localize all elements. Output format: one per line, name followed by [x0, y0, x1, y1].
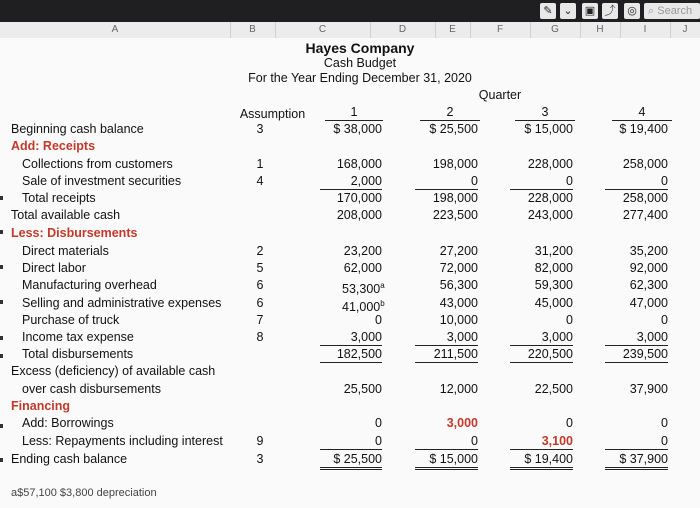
ending-cash-q3: $ 19,400: [510, 452, 573, 470]
direct-materials-q3: 31,200: [534, 244, 573, 258]
direct-labor-assumption: 5: [256, 261, 264, 275]
total-receipts-q1: 170,000: [336, 191, 382, 205]
financing-heading: Financing: [11, 399, 71, 413]
repayments-label: Less: Repayments including interest: [22, 434, 223, 448]
row-marker: [0, 265, 3, 269]
total-available-q4: 277,400: [622, 208, 668, 222]
excess-q1: 25,500: [343, 382, 382, 396]
share-icon[interactable]: ⤴: [602, 3, 618, 19]
direct-labor-label: Direct labor: [22, 261, 86, 275]
direct-materials-q4: 35,200: [629, 244, 668, 258]
column-header-row: [0, 22, 700, 39]
direct-labor-q2: 72,000: [439, 261, 478, 275]
total-receipts-label: Total receipts: [22, 191, 96, 205]
column-header-a[interactable]: A: [0, 22, 231, 38]
direct-labor-q4: 92,000: [629, 261, 668, 275]
collections-label: Collections from customers: [22, 157, 173, 171]
mfg-overhead-q3: 59,300: [534, 278, 573, 292]
borrowings-q3: 0: [566, 416, 573, 430]
mfg-overhead-q1-footnote-mark: a: [380, 281, 385, 290]
assumption-header: Assumption: [239, 107, 306, 121]
borrowings-q1: 0: [375, 416, 382, 430]
beginning-cash-q1: $ 38,000: [333, 122, 382, 136]
row-marker: [0, 336, 3, 340]
total-available-q2: 223,500: [432, 208, 478, 222]
excess-q4: 37,900: [629, 382, 668, 396]
sale-securities-assumption: 4: [256, 174, 264, 188]
app-toolbar: [0, 0, 700, 22]
column-header-h[interactable]: H: [580, 22, 621, 38]
sale-securities-q2: 0: [415, 174, 478, 190]
total-available-q3: 243,000: [527, 208, 573, 222]
search-icon: ⌕: [648, 5, 655, 17]
collections-assumption: 1: [256, 157, 264, 171]
direct-labor-q3: 82,000: [534, 261, 573, 275]
repayments-q4: 0: [605, 434, 668, 450]
truck-q3: 0: [566, 313, 573, 327]
borrowings-label: Add: Borrowings: [22, 416, 114, 430]
row-marker: [0, 424, 3, 428]
footnote: a$57,100 $3,800 depreciation: [11, 487, 157, 499]
row-marker: [0, 196, 3, 200]
income-tax-q3: 3,000: [510, 330, 573, 346]
sga-assumption: 6: [256, 296, 264, 310]
company-name: Hayes Company: [305, 40, 415, 56]
direct-materials-q1: 23,200: [343, 244, 382, 258]
mfg-overhead-q4: 62,300: [629, 278, 668, 292]
lock-icon[interactable]: ▣: [582, 3, 598, 19]
sale-securities-q1: 2,000: [320, 174, 382, 190]
column-header-e[interactable]: E: [435, 22, 471, 38]
column-header-i[interactable]: I: [620, 22, 671, 38]
excess-label-line2: over cash disbursements: [22, 382, 161, 396]
repayments-q3[interactable]: 3,100: [510, 434, 573, 450]
mfg-overhead-label: Manufacturing overhead: [22, 278, 157, 292]
sga-q1-value: 41,000: [342, 300, 381, 315]
collections-q4: 258,000: [622, 157, 668, 171]
column-header-d[interactable]: D: [370, 22, 436, 38]
beginning-cash-assumption: 3: [256, 122, 264, 136]
search-placeholder: Search: [657, 5, 693, 17]
column-header-g[interactable]: G: [530, 22, 581, 38]
column-header-j[interactable]: J: [682, 24, 688, 35]
ending-cash-q2: $ 15,000: [415, 452, 478, 470]
ending-cash-q1: $ 25,500: [320, 452, 382, 470]
quarter-2-header: 2: [420, 105, 480, 121]
settings-icon[interactable]: ◎: [624, 3, 640, 19]
income-tax-q4: 3,000: [605, 330, 668, 346]
sga-q4: 47,000: [629, 296, 668, 310]
beginning-cash-q4: $ 19,400: [619, 122, 668, 136]
direct-materials-q2: 27,200: [439, 244, 478, 258]
pen-icon[interactable]: ✎: [540, 3, 556, 19]
ending-cash-q4: $ 37,900: [605, 452, 668, 470]
collections-q1: 168,000: [336, 157, 382, 171]
direct-materials-label: Direct materials: [22, 244, 109, 258]
column-header-c[interactable]: C: [275, 22, 371, 38]
total-disbursements-q3: 220,500: [510, 347, 573, 363]
mfg-overhead-q2: 56,300: [439, 278, 478, 292]
total-disbursements-q4: 239,500: [605, 347, 668, 363]
beginning-cash-q2: $ 25,500: [429, 122, 478, 136]
collections-q2: 198,000: [432, 157, 478, 171]
beginning-cash-label: Beginning cash balance: [11, 122, 144, 136]
total-receipts-q4: 258,000: [622, 191, 668, 205]
total-available-label: Total available cash: [11, 208, 121, 222]
borrowings-q2[interactable]: 3,000: [446, 416, 478, 430]
total-disbursements-q2: 211,500: [415, 347, 478, 363]
total-disbursements-label: Total disbursements: [22, 347, 134, 361]
excess-label: Excess (deficiency) of available cash: [11, 364, 216, 378]
beginning-cash-q3: $ 15,000: [524, 122, 573, 136]
sale-securities-label: Sale of investment securities: [22, 174, 182, 188]
excess-q3: 22,500: [534, 382, 573, 396]
sga-q2: 43,000: [439, 296, 478, 310]
borrowings-q4: 0: [661, 416, 668, 430]
truck-q1: 0: [375, 313, 382, 327]
report-period: For the Year Ending December 31, 2020: [248, 71, 472, 85]
truck-assumption: 7: [256, 313, 264, 327]
total-available-q1: 208,000: [336, 208, 382, 222]
add-receipts-heading: Add: Receipts: [11, 139, 96, 153]
income-tax-assumption: 8: [256, 330, 264, 344]
income-tax-q1: 3,000: [320, 330, 382, 346]
truck-label: Purchase of truck: [22, 313, 120, 327]
ending-cash-label: Ending cash balance: [11, 452, 128, 466]
quarter-3-header: 3: [515, 105, 575, 121]
direct-labor-q1: 62,000: [343, 261, 382, 275]
repayments-q2: 0: [415, 434, 478, 450]
total-receipts-q3: 228,000: [527, 191, 573, 205]
mfg-overhead-q1: [342, 278, 385, 297]
row-marker: [0, 230, 3, 234]
income-tax-q2: 3,000: [415, 330, 478, 346]
income-tax-label: Income tax expense: [22, 330, 134, 344]
chevron-down-icon[interactable]: ⌄: [560, 3, 576, 19]
row-marker: [0, 458, 3, 462]
ending-cash-assumption: 3: [256, 452, 264, 466]
collections-q3: 228,000: [527, 157, 573, 171]
truck-q2: 10,000: [439, 313, 478, 327]
less-disbursements-heading: Less: Disbursements: [11, 226, 138, 240]
mfg-overhead-q1-value: 53,300: [342, 282, 381, 297]
sale-securities-q4: 0: [605, 174, 668, 190]
column-header-b[interactable]: B: [230, 22, 276, 38]
excess-q2: 12,000: [439, 382, 478, 396]
row-marker: [0, 354, 3, 358]
quarter-4-header: 4: [612, 105, 672, 121]
sga-label: Selling and administrative expenses: [22, 296, 222, 310]
sga-q1-footnote-mark: b: [380, 299, 385, 308]
mfg-overhead-assumption: 6: [256, 278, 264, 292]
total-disbursements-q1: 182,500: [320, 347, 382, 363]
report-title: Cash Budget: [323, 56, 397, 70]
sga-q3: 45,000: [534, 296, 573, 310]
quarter-1-header: 1: [325, 105, 383, 121]
total-receipts-q2: 198,000: [432, 191, 478, 205]
quarter-label: Quarter: [478, 88, 522, 102]
truck-q4: 0: [661, 313, 668, 327]
search-input[interactable]: [644, 3, 700, 19]
repayments-assumption: 9: [256, 434, 264, 448]
row-marker: [0, 300, 3, 304]
sale-securities-q3: 0: [510, 174, 573, 190]
column-header-f[interactable]: F: [470, 22, 531, 38]
direct-materials-assumption: 2: [256, 244, 264, 258]
repayments-q1: 0: [320, 434, 382, 450]
